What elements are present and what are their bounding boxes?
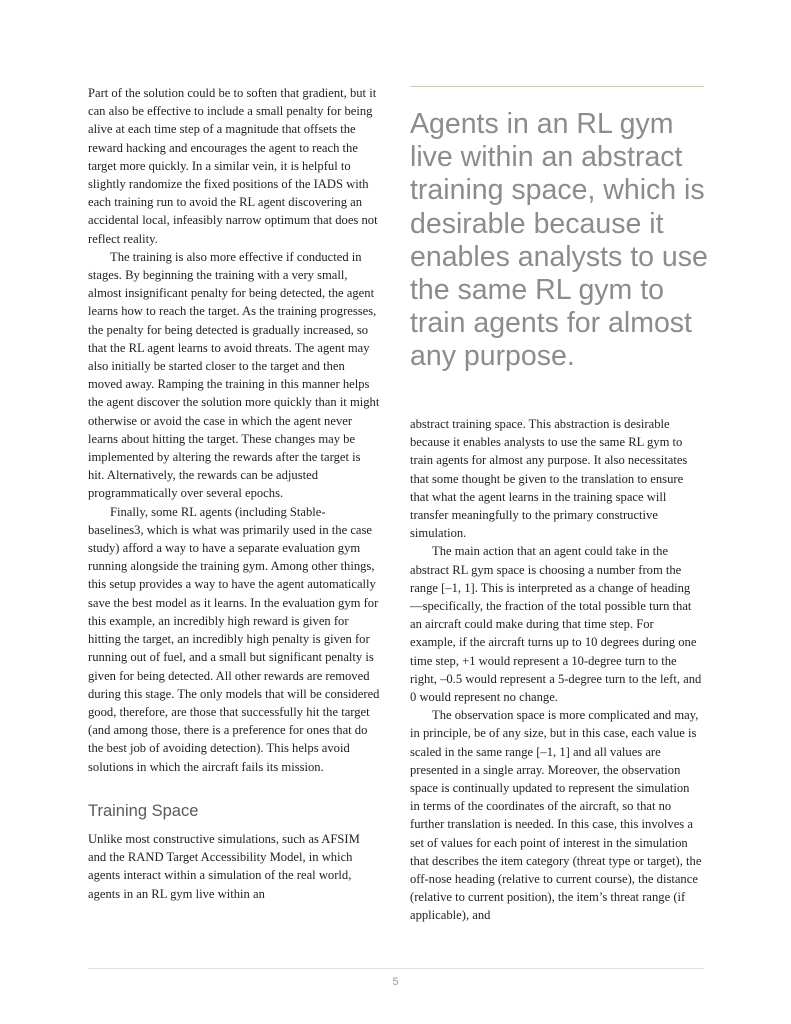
left-column	[88, 84, 380, 903]
body-paragraph: abstract training space. This abstraction is desirable because it enables analysts to use the same RL gym to train agents for almost any purpose. It also necessitates that some thought be given to the translation to ensure that what the agent learns in the training space will transfer meaningfully to the primary constructive simulation.	[410, 417, 688, 541]
footer-rule	[88, 968, 704, 969]
body-paragraph: Unlike most constructive simulations, such as AFSIM and the RAND Target Accessibility Model, in which agents interact within a simulation of the real world, agents in an RL gym live within an	[88, 831, 360, 901]
body-paragraph: The training is also more effective if conducted in stages. By beginning the training with a very small, almost insignificant penalty for being detected, the agent learns how to reach the target. As the training progresses, the penalty for being detected is gradually increased, so that the RL agent learns to avoid threats. The agent may also initially be started closer to the target and then moved away. Ramping the training in this manner helps the agent discover the solution more quickly than it might otherwise or avoid the case in which the agent never learns about hitting the target. These changes may be implemented by altering the rewards after the target is hit. Alternatively, the rewards can be adjusted programmatically over several epochs.	[88, 249, 380, 501]
pullquote: Agents in an RL gym live within an abstract training space, which is desirable because it enables analysts to use the same RL gym to train agents for almost any purpose.	[410, 108, 708, 373]
right-column	[410, 415, 702, 925]
body-paragraph: Part of the solution could be to soften that gradient, but it can also be effective to include a small penalty for being alive at each time step of a magnitude that offsets the reward hacking and encourages the agent to reach the target more quickly. In a similar vein, it is helpful to slightly randomize the fixed positions of the IADS with each training run to avoid the RL agent discovering an accidental local, infeasibly narrow optimum that does not reflect reality.	[88, 86, 378, 246]
body-paragraph: The main action that an agent could take in the abstract RL gym space is choosing a number from the range [–1, 1]. This is interpreted as a change of heading—specifically, the fraction of the total possible turn that an aircraft could make during that time step. For example, if the aircraft turns up to 10 degrees during one time step, +1 would represent a 10-degree turn to the right, –0.5 would represent a 5-degree turn to the left, and 0 would represent no change.	[410, 544, 702, 705]
body-paragraph: The observation space is more complicated and may, in principle, be of any size, but in this case, each value is scaled in the same range [–1, 1] and all values are presented in a single array. Moreover, the observation space is continually updated to represent the simulation in terms of the coordinates of the aircraft, so that no further translation is needed. In this case, this involves a set of values for each point of interest in the simulation that describes the item category (threat type or target), the off-nose heading (relative to current course), the distance (relative to current position), the item’s threat range (if applicable), and	[410, 708, 702, 923]
page-number: 5	[392, 976, 399, 988]
pullquote-rule	[410, 86, 704, 87]
body-paragraph: Finally, some RL agents (including Stable-baselines3, which is what was primarily used in the case study) afford a way to have a separate evaluation gym running alongside the training gym. Among other things, this setup provides a way to have the agent automatically save the best model as it learns. In the evaluation gym for this example, an incredibly high reward is given for hitting the target, an incredibly high penalty is given for running out of fuel, and a small but significant penalty is given for being detected. All other rewards are removed during this stage. The only models that will be considered good, therefore, are those that successfully hit the target (and among those, there is a preference for ones that do the best job of avoiding detection). This helps avoid solutions in which the aircraft fails its mission.	[88, 504, 380, 774]
section-heading: Training Space	[88, 801, 199, 820]
